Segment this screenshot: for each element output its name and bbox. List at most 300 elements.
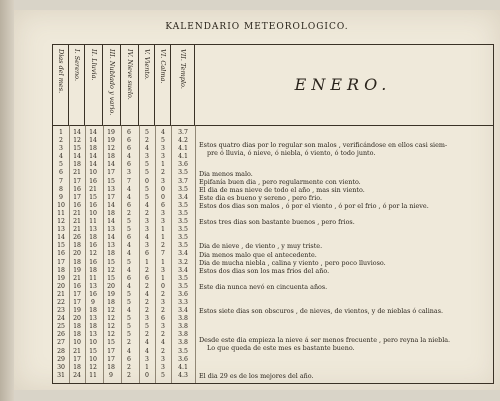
table-cell: 16 — [89, 242, 97, 250]
table-cell: 24 — [73, 371, 81, 379]
table-cell: 9 — [91, 298, 95, 306]
table-cell: 10 — [73, 339, 81, 347]
table-row — [53, 291, 213, 299]
table-cell: 5 — [127, 315, 131, 323]
table-cell: 10 — [89, 339, 97, 347]
table-cell: 14 — [107, 234, 115, 242]
table-cell: 12 — [107, 307, 115, 315]
table-cell: 23 — [57, 307, 65, 315]
table-cell: 10 — [89, 169, 97, 177]
table-cell: 3.5 — [178, 169, 188, 177]
table-cell: 3 — [127, 169, 131, 177]
day-note — [199, 336, 495, 352]
table-row — [53, 267, 213, 275]
table-cell: 3.5 — [178, 234, 188, 242]
table-row — [53, 364, 213, 372]
table-row — [53, 307, 213, 315]
table-cell: 21 — [89, 185, 97, 193]
table-row — [53, 339, 213, 347]
column-header-3 — [85, 45, 103, 125]
table-cell: 4 — [145, 234, 149, 242]
month-title: ENERO. — [294, 75, 392, 94]
day-note — [199, 307, 495, 315]
table-cell: 18 — [107, 153, 115, 161]
note-line: Este dia es bueno y sereno , pero frio. — [199, 193, 323, 202]
table-cell: 21 — [57, 290, 65, 298]
table-cell: 18 — [89, 145, 97, 153]
table-cell: 2 — [145, 266, 149, 274]
table-row — [53, 372, 213, 380]
table-cell: 18 — [89, 323, 97, 331]
table-cell: 1 — [161, 274, 165, 282]
note-line: Epifanía buen dia , pero regularmente con viento. — [199, 177, 361, 186]
table-cell: 11 — [57, 209, 65, 217]
table-cell: 10 — [89, 355, 97, 363]
table-cell: 4 — [127, 193, 131, 201]
note-line: Estos dos dias son los mas frios del año. — [199, 266, 330, 275]
table-cell: 11 — [89, 274, 97, 282]
table-cell: 3.5 — [178, 242, 188, 250]
table-cell: 4 — [145, 145, 149, 153]
column-divider — [69, 125, 70, 383]
table-cell: 6 — [127, 201, 131, 209]
table-cell: 4 — [127, 282, 131, 290]
table-cell: 3.8 — [178, 331, 188, 339]
table-cell: 3.6 — [178, 290, 188, 298]
table-row — [53, 331, 213, 339]
table-cell: 3.8 — [178, 323, 188, 331]
table-cell: 3.5 — [178, 347, 188, 355]
table-cell: 18 — [57, 266, 65, 274]
table-cell: 3 — [161, 323, 165, 331]
table-cell: 21 — [73, 169, 81, 177]
column-divider — [103, 125, 104, 383]
table-cell: 2 — [127, 371, 131, 379]
table-cell: 17 — [73, 290, 81, 298]
table-cell: 13 — [107, 226, 115, 234]
table-cell: 21 — [73, 347, 81, 355]
column-header-label: IV. Nieve suelo. — [125, 49, 134, 100]
day-note — [199, 186, 495, 194]
table-cell: 3.4 — [178, 266, 188, 274]
table-cell: 13 — [89, 226, 97, 234]
table-cell: 3.2 — [178, 258, 188, 266]
table-cell: 16 — [89, 258, 97, 266]
table-cell: 3.8 — [178, 339, 188, 347]
table-row — [53, 259, 213, 267]
table-cell: 19 — [57, 274, 65, 282]
table-cell: 19 — [107, 129, 115, 136]
table-cell: 3 — [145, 355, 149, 363]
column-header-label: I. Sereno. — [72, 49, 81, 82]
table-row — [53, 299, 213, 307]
table-cell: 2 — [145, 137, 149, 145]
table-cell: 17 — [73, 177, 81, 185]
column-header-7 — [155, 45, 171, 125]
table-cell: 3.5 — [178, 185, 188, 193]
table-row — [53, 226, 213, 234]
table-cell: 18 — [73, 258, 81, 266]
table-cell: 6 — [161, 315, 165, 323]
table-cell: 5 — [145, 169, 149, 177]
day-note — [199, 178, 495, 186]
table-cell: 9 — [59, 193, 63, 201]
table-cell: 16 — [89, 201, 97, 209]
table-cell: 3 — [145, 153, 149, 161]
table-cell: 29 — [57, 355, 65, 363]
table-row — [53, 323, 213, 331]
table-cell: 12 — [107, 323, 115, 331]
table-cell: 5 — [127, 290, 131, 298]
table-cell: 14 — [107, 161, 115, 169]
table-cell: 20 — [57, 282, 65, 290]
table-cell: 4 — [127, 307, 131, 315]
table-cell: 3 — [161, 363, 165, 371]
data-grid — [53, 129, 213, 380]
column-header-1 — [53, 45, 69, 125]
table-cell: 4.3 — [178, 371, 188, 379]
table-cell: 2 — [161, 169, 165, 177]
table-cell: 3 — [161, 355, 165, 363]
table-cell: 12 — [107, 315, 115, 323]
table-cell: 17 — [73, 298, 81, 306]
table-cell: 0 — [161, 185, 165, 193]
table-cell: 3 — [145, 315, 149, 323]
table-cell: 5 — [127, 226, 131, 234]
day-note — [199, 259, 495, 267]
table-cell: 9 — [109, 371, 113, 379]
column-header-8 — [171, 45, 195, 125]
day-note — [199, 218, 495, 226]
table-cell: 18 — [73, 161, 81, 169]
table-cell: 3 — [161, 145, 165, 153]
column-header-6 — [139, 45, 155, 125]
table-cell: 20 — [107, 282, 115, 290]
table-cell: 10 — [89, 209, 97, 217]
table-cell: 3 — [161, 209, 165, 217]
table-cell: 2 — [145, 282, 149, 290]
table-cell: 4 — [59, 153, 63, 161]
table-cell: 6 — [127, 274, 131, 282]
table-cell: 0 — [145, 371, 149, 379]
column-header-label: III. Nublado y vario. — [107, 49, 116, 116]
table-cell: 16 — [89, 177, 97, 185]
table-cell: 13 — [107, 242, 115, 250]
column-header-label: V. Viento. — [142, 49, 151, 80]
table-cell: 18 — [107, 363, 115, 371]
table-cell: 14 — [57, 234, 65, 242]
note-line: El dia 29 es de los mejores del año. — [199, 372, 314, 380]
table-cell: 2 — [161, 331, 165, 339]
table-cell: 18 — [89, 266, 97, 274]
table-cell: 5 — [145, 185, 149, 193]
table-cell: 5 — [145, 323, 149, 331]
day-note — [199, 283, 495, 291]
table-cell: 7 — [161, 250, 165, 258]
table-cell: 2 — [161, 347, 165, 355]
table-cell: 3 — [161, 177, 165, 185]
table-cell: 20 — [73, 250, 81, 258]
table-cell: 5 — [145, 161, 149, 169]
table-cell: 3 — [145, 226, 149, 234]
table-cell: 6 — [145, 250, 149, 258]
table-cell: 7 — [127, 177, 131, 185]
table-cell: 3.6 — [178, 161, 188, 169]
day-note — [199, 194, 495, 202]
table-cell: 6 — [127, 234, 131, 242]
table-cell: 3 — [161, 298, 165, 306]
column-header-4 — [103, 45, 121, 125]
table-cell: 14 — [73, 129, 81, 136]
table-cell: 26 — [73, 234, 81, 242]
table-cell: 4 — [145, 339, 149, 347]
table-cell: 12 — [89, 250, 97, 258]
day-note — [199, 267, 495, 275]
table-cell: 16 — [73, 201, 81, 209]
table-cell: 1 — [161, 258, 165, 266]
table-cell: 16 — [73, 185, 81, 193]
table-cell: 18 — [89, 234, 97, 242]
table-cell: 6 — [127, 145, 131, 153]
table-cell: 4 — [127, 266, 131, 274]
table-cell: 4.1 — [178, 363, 188, 371]
table-cell: 4 — [127, 242, 131, 250]
table-cell: 17 — [73, 355, 81, 363]
table-cell: 18 — [89, 307, 97, 315]
table-cell: 13 — [89, 315, 97, 323]
table-cell: 13 — [107, 185, 115, 193]
table-cell: 4 — [161, 339, 165, 347]
table-cell: 21 — [73, 274, 81, 282]
table-cell: 15 — [89, 347, 97, 355]
table-cell: 12 — [89, 363, 97, 371]
table-cell: 15 — [57, 242, 65, 250]
note-line: pre ó lluvia, ó nieve, ó niebla, ó viento, ó todo junto. — [207, 149, 376, 158]
table-cell: 11 — [89, 371, 97, 379]
table-cell: 3.6 — [178, 355, 188, 363]
table-row — [53, 218, 213, 226]
table-cell: 1 — [161, 226, 165, 234]
table-cell: 2 — [145, 209, 149, 217]
table-cell: 19 — [73, 266, 81, 274]
table-cell: 24 — [57, 315, 65, 323]
day-note — [199, 141, 495, 157]
table-cell: 15 — [89, 193, 97, 201]
table-cell: 26 — [57, 331, 65, 339]
table-cell: 2 — [127, 339, 131, 347]
table-cell: 4 — [127, 185, 131, 193]
table-cell: 2 — [145, 331, 149, 339]
note-line: Desde este dia empieza la nieve á ser menos frecuente , pero reyna la niebla. — [199, 335, 451, 344]
table-cell: 3 — [161, 218, 165, 226]
note-line: Dia menos malo que el antecedente. — [199, 250, 317, 259]
book-spine-shadow — [0, 0, 14, 401]
table-cell: 3 — [145, 242, 149, 250]
table-cell: 3.8 — [178, 315, 188, 323]
table-cell: 4.2 — [178, 137, 188, 145]
column-header-5 — [121, 45, 139, 125]
table-row — [53, 283, 213, 291]
table-cell: 12 — [57, 218, 65, 226]
table-cell: 18 — [73, 323, 81, 331]
table-cell: 5 — [127, 298, 131, 306]
table-cell: 22 — [57, 298, 65, 306]
table-cell: 3 — [161, 266, 165, 274]
table-cell: 1 — [145, 258, 149, 266]
column-header-label: Dias del mes. — [56, 49, 65, 94]
table-cell: 15 — [107, 177, 115, 185]
table-cell: 16 — [89, 290, 97, 298]
table-cell: 31 — [57, 371, 65, 379]
table-cell: 4 — [161, 129, 165, 136]
table-cell: 6 — [127, 129, 131, 136]
table-cell: 21 — [73, 218, 81, 226]
table-cell: 20 — [73, 315, 81, 323]
table-row — [53, 202, 213, 210]
table-cell: 19 — [73, 307, 81, 315]
table-row — [53, 250, 213, 258]
column-divider — [195, 125, 196, 383]
table-cell: 3.5 — [178, 201, 188, 209]
table-cell: 5 — [145, 129, 149, 136]
table-cell: 15 — [107, 274, 115, 282]
table-cell: 12 — [107, 145, 115, 153]
table-cell: 17 — [107, 169, 115, 177]
table-cell: 15 — [107, 258, 115, 266]
table-row — [53, 356, 213, 364]
table-row — [53, 145, 213, 153]
table-cell: 14 — [73, 153, 81, 161]
table-cell: 21 — [73, 209, 81, 217]
column-header-label: II. Lluvia. — [89, 49, 98, 81]
table-cell: 5 — [127, 323, 131, 331]
table-cell: 12 — [107, 266, 115, 274]
note-line: Lo que queda de este mes es bastante bueno. — [207, 343, 355, 352]
table-cell: 18 — [107, 298, 115, 306]
day-note — [199, 372, 495, 380]
table-row — [53, 129, 213, 137]
table-cell: 0 — [145, 177, 149, 185]
table-cell: 2 — [161, 242, 165, 250]
table-cell: 16 — [57, 250, 65, 258]
table-cell: 30 — [57, 363, 65, 371]
table-cell: 1 — [161, 234, 165, 242]
table-row — [53, 137, 213, 145]
table-cell: 5 — [145, 193, 149, 201]
table-cell: 4.1 — [178, 153, 188, 161]
note-line: Estos tres dias son bastante buenos , pero frios. — [199, 218, 355, 227]
column-header-2 — [69, 45, 85, 125]
day-note — [199, 242, 495, 250]
table-cell: 4 — [145, 347, 149, 355]
table-cell: 1 — [59, 129, 63, 136]
column-header-label: VII. Templo. — [178, 49, 187, 89]
table-cell: 25 — [57, 323, 65, 331]
table-cell: 28 — [57, 347, 65, 355]
table-cell: 14 — [89, 129, 97, 136]
table-cell: 17 — [107, 355, 115, 363]
table-cell: 3.3 — [178, 298, 188, 306]
table-cell: 17 — [73, 193, 81, 201]
table-cell: 2 — [127, 209, 131, 217]
table-cell: 6 — [59, 169, 63, 177]
table-cell: 4.1 — [178, 145, 188, 153]
table-row — [53, 161, 213, 169]
table-cell: 2 — [59, 137, 63, 145]
table-cell: 16 — [73, 282, 81, 290]
column-header-label: VI. Calma. — [158, 49, 167, 84]
table-row — [53, 153, 213, 161]
table-cell: 4 — [145, 201, 149, 209]
day-note — [199, 251, 495, 259]
table-cell: 5 — [59, 161, 63, 169]
table-cell: 13 — [89, 331, 97, 339]
table-cell: 4 — [127, 250, 131, 258]
table-cell: 17 — [57, 258, 65, 266]
table-cell: 17 — [107, 347, 115, 355]
table-cell: 18 — [73, 242, 81, 250]
table-row — [53, 186, 213, 194]
table-cell: 17 — [107, 193, 115, 201]
table-cell: 3 — [59, 145, 63, 153]
table-cell: 27 — [57, 339, 65, 347]
note-line: Dia menos malo. — [199, 169, 253, 178]
table-cell: 14 — [89, 153, 97, 161]
table-row — [53, 210, 213, 218]
table-cell: 14 — [89, 161, 97, 169]
table-cell: 2 — [161, 290, 165, 298]
table-cell: 3.5 — [178, 226, 188, 234]
column-divider — [155, 125, 156, 383]
table-cell: 3.5 — [178, 274, 188, 282]
table-cell: 3.4 — [178, 193, 188, 201]
table-cell: 15 — [107, 339, 115, 347]
table-cell: 14 — [107, 218, 115, 226]
table-cell: 6 — [127, 355, 131, 363]
table-cell: 19 — [107, 137, 115, 145]
table-cell: 5 — [161, 371, 165, 379]
table-cell: 6 — [161, 201, 165, 209]
table-cell: 11 — [89, 218, 97, 226]
table-cell: 14 — [89, 137, 97, 145]
table-cell: 1 — [145, 363, 149, 371]
table-cell: 12 — [73, 137, 81, 145]
table-cell: 2 — [161, 307, 165, 315]
table-cell: 3.7 — [178, 177, 188, 185]
note-line: Dia de nieve , de viento , y muy triste. — [199, 242, 323, 251]
table-cell: 4 — [127, 347, 131, 355]
table-cell: 18 — [107, 250, 115, 258]
calendar-table — [52, 44, 494, 384]
column-divider — [85, 125, 86, 383]
note-line: Este dia nunca nevó en cincuenta años. — [199, 282, 328, 291]
calendar-page — [14, 10, 500, 390]
table-cell: 3.7 — [178, 129, 188, 136]
table-row — [53, 242, 213, 250]
table-cell: 2 — [145, 298, 149, 306]
table-cell: 3.5 — [178, 282, 188, 290]
table-cell: 12 — [107, 331, 115, 339]
table-cell: 2 — [145, 307, 149, 315]
table-cell: 21 — [73, 226, 81, 234]
table-cell: 4 — [127, 153, 131, 161]
table-cell: 14 — [107, 201, 115, 209]
table-cell: 15 — [73, 145, 81, 153]
day-note — [199, 170, 495, 178]
day-note — [199, 202, 495, 210]
table-cell: 2 — [127, 363, 131, 371]
table-cell: 4 — [145, 290, 149, 298]
